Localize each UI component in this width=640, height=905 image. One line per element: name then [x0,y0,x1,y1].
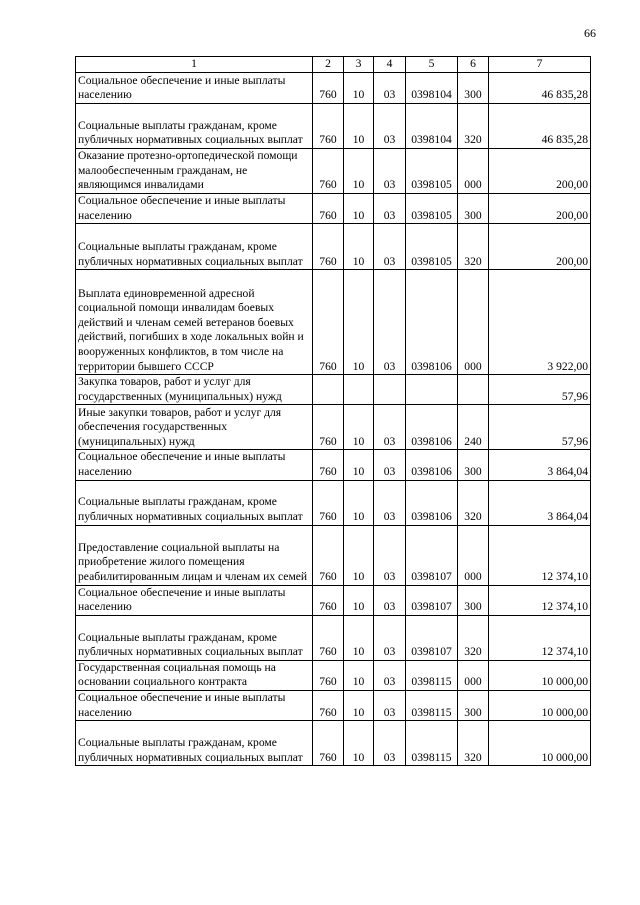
cell-col-6: 300 [458,450,489,480]
cell-col-7: 200,00 [489,194,591,224]
cell-col-5: 0398107 [406,615,458,660]
cell-col-6: 300 [458,194,489,224]
cell-col-7: 3 922,00 [489,270,591,375]
cell-col-4: 03 [374,480,406,525]
cell-name: Социальное обеспечение и иные выплаты населению [76,690,313,720]
cell-col-4: 03 [374,690,406,720]
cell-col-6: 000 [458,149,489,194]
cell-name: Предоставление социальной выплаты на приобретение жилого помещения реабилитированным лицам и членам их семей [76,525,313,585]
cell-name: Социальное обеспечение и иные выплаты населению [76,194,313,224]
cell-col-4: 03 [374,721,406,766]
cell-col-3: 10 [344,525,374,585]
cell-col-6: 320 [458,480,489,525]
table-row [76,104,591,149]
cell-name: Социальные выплаты гражданам, кроме публичных нормативных социальных выплат [76,480,313,525]
table-row [76,480,591,525]
cell-col-4: 03 [374,73,406,104]
cell-col-2: 760 [313,450,344,480]
cell-col-3: 10 [344,480,374,525]
cell-col-3: 10 [344,270,374,375]
cell-col-3: 10 [344,149,374,194]
cell-col-3: 10 [344,405,374,450]
cell-col-5: 0398115 [406,721,458,766]
cell-name: Социальное обеспечение и иные выплаты населению [76,73,313,104]
cell-col-5: 0398107 [406,525,458,585]
cell-col-3: 10 [344,585,374,615]
cell-col-7: 12 374,10 [489,525,591,585]
cell-col-6: 000 [458,525,489,585]
cell-col-4 [374,375,406,405]
table-row [76,690,591,720]
cell-col-6 [458,375,489,405]
cell-col-7: 12 374,10 [489,585,591,615]
cell-col-5: 0398106 [406,405,458,450]
table-row [76,450,591,480]
cell-col-2: 760 [313,104,344,149]
cell-col-7: 46 835,28 [489,104,591,149]
table-row [76,270,591,375]
cell-name: Социальное обеспечение и иные выплаты населению [76,585,313,615]
cell-col-2 [313,375,344,405]
cell-col-3: 10 [344,690,374,720]
cell-col-4: 03 [374,149,406,194]
cell-col-2: 760 [313,721,344,766]
table-row [76,194,591,224]
cell-col-3 [344,375,374,405]
cell-col-7: 57,96 [489,375,591,405]
cell-col-5: 0398104 [406,73,458,104]
cell-col-2: 760 [313,585,344,615]
cell-col-6: 000 [458,660,489,690]
cell-col-4: 03 [374,194,406,224]
table-body [76,73,591,766]
cell-col-6: 000 [458,270,489,375]
table-row [76,660,591,690]
table-row [76,525,591,585]
cell-col-4: 03 [374,224,406,270]
cell-col-5: 0398115 [406,690,458,720]
cell-name: Социальные выплаты гражданам, кроме публичных нормативных социальных выплат [76,721,313,766]
cell-name: Государственная социальная помощь на основании социального контракта [76,660,313,690]
cell-col-7: 200,00 [489,224,591,270]
cell-col-3: 10 [344,104,374,149]
cell-col-7: 3 864,04 [489,480,591,525]
cell-col-3: 10 [344,450,374,480]
cell-col-6: 320 [458,224,489,270]
cell-col-4: 03 [374,450,406,480]
header-col-7: 7 [489,57,591,73]
cell-name: Оказание протезно-ортопедической помощи малообеспеченным гражданам, не являющимся инвалидами [76,149,313,194]
cell-col-6: 300 [458,585,489,615]
cell-col-4: 03 [374,104,406,149]
table-header-row [76,57,591,73]
cell-col-5: 0398107 [406,585,458,615]
cell-col-7: 200,00 [489,149,591,194]
cell-col-4: 03 [374,405,406,450]
cell-col-3: 10 [344,721,374,766]
cell-col-4: 03 [374,660,406,690]
table-row [76,73,591,104]
cell-name: Социальные выплаты гражданам, кроме публичных нормативных социальных выплат [76,104,313,149]
cell-col-7: 10 000,00 [489,690,591,720]
cell-col-2: 760 [313,525,344,585]
cell-col-5: 0398105 [406,194,458,224]
cell-col-3: 10 [344,615,374,660]
cell-col-6: 320 [458,104,489,149]
cell-col-2: 760 [313,615,344,660]
cell-col-2: 760 [313,480,344,525]
cell-col-7: 10 000,00 [489,660,591,690]
cell-col-6: 300 [458,690,489,720]
cell-col-5: 0398106 [406,270,458,375]
cell-col-5: 0398106 [406,450,458,480]
cell-name: Социальные выплаты гражданам, кроме публичных нормативных социальных выплат [76,224,313,270]
header-col-5: 5 [406,57,458,73]
cell-col-5: 0398105 [406,149,458,194]
cell-col-2: 760 [313,270,344,375]
table-row [76,405,591,450]
cell-col-4: 03 [374,270,406,375]
cell-col-2: 760 [313,690,344,720]
cell-col-6: 240 [458,405,489,450]
cell-col-2: 760 [313,660,344,690]
cell-col-6: 320 [458,615,489,660]
table-row [76,721,591,766]
header-col-1: 1 [76,57,313,73]
header-col-3: 3 [344,57,374,73]
cell-col-5 [406,375,458,405]
cell-name: Социальное обеспечение и иные выплаты населению [76,450,313,480]
header-col-4: 4 [374,57,406,73]
cell-name: Выплата единовременной адресной социальной помощи инвалидам боевых действий и членам семей ветеранов боевых действий, погибших в ходе локальных войн и вооруженных конфликтов, в том числе на территории бывшего СССР [76,270,313,375]
cell-col-2: 760 [313,224,344,270]
cell-name: Иные закупки товаров, работ и услуг для обеспечения государственных (муниципальных) нужд [76,405,313,450]
table-row [76,149,591,194]
cell-col-4: 03 [374,585,406,615]
cell-col-6: 300 [458,73,489,104]
cell-col-2: 760 [313,149,344,194]
cell-col-5: 0398115 [406,660,458,690]
cell-col-3: 10 [344,194,374,224]
header-col-6: 6 [458,57,489,73]
page-number: 66 [584,26,596,40]
cell-col-7: 3 864,04 [489,450,591,480]
cell-col-7: 46 835,28 [489,73,591,104]
cell-col-5: 0398105 [406,224,458,270]
cell-col-5: 0398104 [406,104,458,149]
cell-name: Социальные выплаты гражданам, кроме публичных нормативных социальных выплат [76,615,313,660]
table-row [76,224,591,270]
cell-name: Закупка товаров, работ и услуг для государственных (муниципальных) нужд [76,375,313,405]
cell-col-3: 10 [344,224,374,270]
cell-col-3: 10 [344,73,374,104]
cell-col-2: 760 [313,405,344,450]
table-row [76,375,591,405]
cell-col-2: 760 [313,194,344,224]
cell-col-2: 760 [313,73,344,104]
header-col-2: 2 [313,57,344,73]
cell-col-6: 320 [458,721,489,766]
cell-col-7: 10 000,00 [489,721,591,766]
cell-col-7: 12 374,10 [489,615,591,660]
cell-col-5: 0398106 [406,480,458,525]
table-row [76,615,591,660]
cell-col-4: 03 [374,615,406,660]
cell-col-7: 57,96 [489,405,591,450]
budget-table [75,56,591,766]
cell-col-3: 10 [344,660,374,690]
table-row [76,585,591,615]
cell-col-4: 03 [374,525,406,585]
